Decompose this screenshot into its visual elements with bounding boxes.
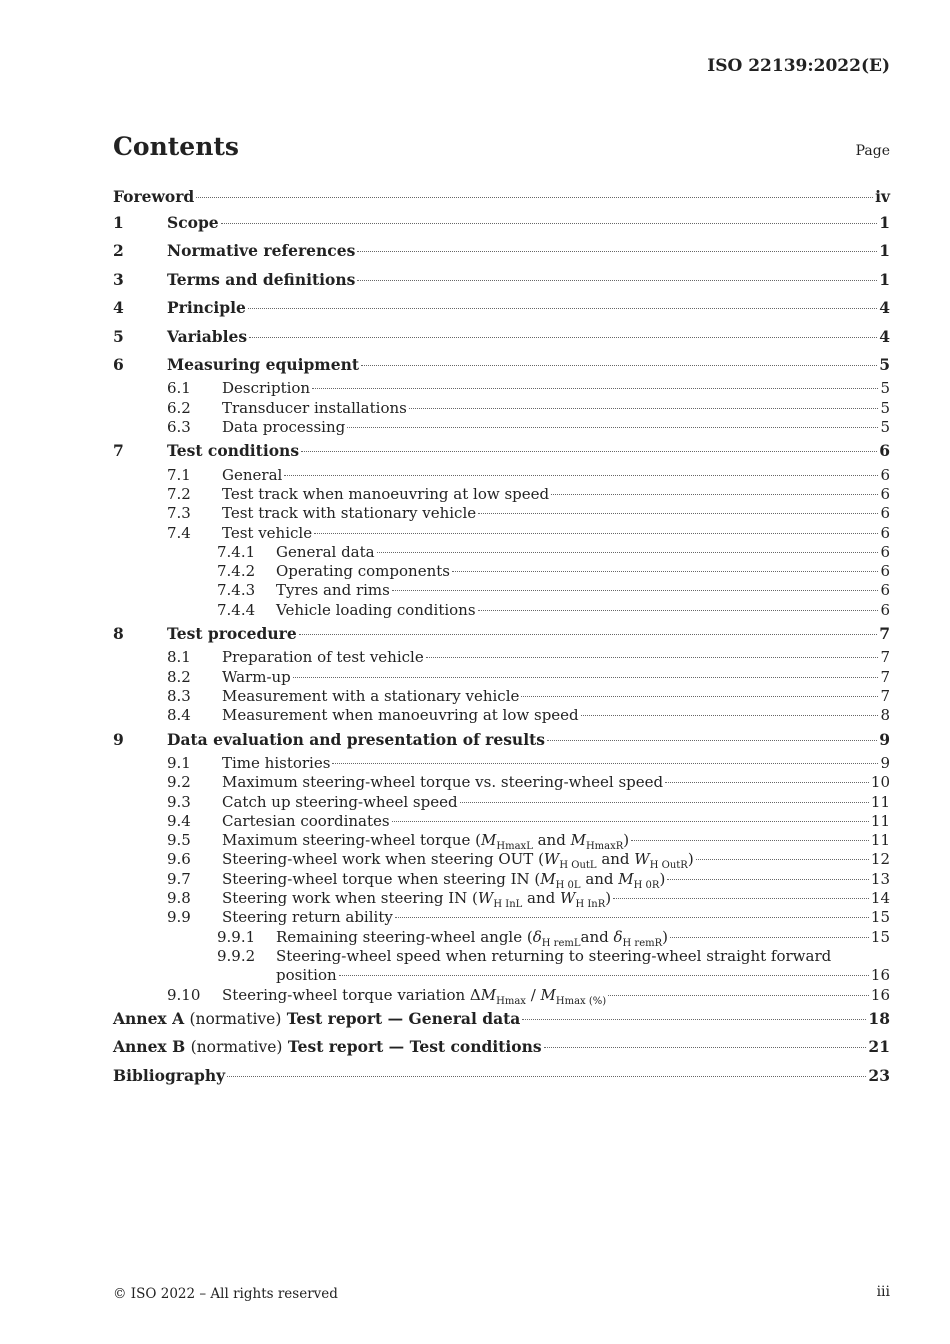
- toc-number: 2: [113, 241, 124, 261]
- toc-number: 7.2: [167, 484, 191, 503]
- toc-page: 11: [870, 811, 890, 830]
- toc-title: Measurement when manoeuvring at low speed: [222, 706, 579, 725]
- toc-title: Bibliography: [113, 1065, 226, 1085]
- toc-entry-1[interactable]: [113, 209, 890, 237]
- toc-title: Variables: [167, 326, 248, 346]
- toc-title: Annex B (normative) Test report — Test conditions: [113, 1037, 542, 1057]
- toc-entry-7-4-1[interactable]: [113, 543, 890, 562]
- toc-page: 4: [879, 326, 890, 346]
- toc-page: 7: [880, 648, 890, 667]
- dot-leader: [478, 609, 879, 611]
- dot-leader: [426, 656, 879, 658]
- toc-number: 8.4: [167, 706, 191, 725]
- toc-page: 4: [879, 298, 890, 318]
- dot-leader: [248, 307, 877, 309]
- toc-entry-9-1[interactable]: [113, 754, 890, 773]
- dot-leader: [357, 279, 877, 281]
- toc-number: 7.4.4: [217, 600, 256, 619]
- toc-page: 6: [880, 562, 890, 581]
- toc-page: 5: [879, 354, 890, 374]
- dot-leader: [332, 762, 878, 764]
- toc-page: 5: [880, 379, 890, 398]
- toc-number: 8.2: [167, 667, 191, 686]
- toc-title: Vehicle loading conditions: [276, 600, 476, 619]
- toc-entry-6-1[interactable]: [113, 379, 890, 398]
- toc-title: Catch up steering-wheel speed: [222, 792, 458, 811]
- dot-leader: [581, 714, 879, 716]
- toc-entry-9-5[interactable]: [113, 831, 890, 853]
- toc-entry-foreword[interactable]: [113, 185, 890, 209]
- toc-title: Test vehicle: [222, 523, 313, 542]
- dot-leader: [347, 426, 878, 428]
- toc-page: 7: [880, 686, 890, 705]
- toc-number: 9.9: [167, 908, 191, 927]
- dot-leader: [460, 801, 869, 803]
- dot-leader: [395, 916, 869, 918]
- toc-title: Steering-wheel work when steering OUT ($W_{H OutL}$ and $W_{H OutR}$): [222, 850, 694, 872]
- toc-number: 9.7: [167, 869, 191, 888]
- toc-page: 16: [870, 966, 890, 985]
- dot-leader: [301, 450, 877, 452]
- dot-leader: [631, 839, 869, 841]
- toc-entry-9[interactable]: [113, 726, 890, 754]
- toc-entry-8-3[interactable]: [113, 687, 890, 706]
- dot-leader: [521, 695, 878, 697]
- toc-entry-8-2[interactable]: [113, 668, 890, 687]
- toc-title: Maximum steering-wheel torque vs. steering-wheel speed: [222, 773, 664, 792]
- toc-title: Operating components: [276, 562, 450, 581]
- toc-page: 21: [868, 1037, 890, 1057]
- toc-title: Principle: [167, 298, 246, 318]
- toc-title: Scope: [167, 213, 219, 232]
- toc-title: Steering-wheel torque when steering IN ($M_{H 0L}$ and $M_{H 0R}$): [222, 869, 666, 891]
- toc-page: 11: [870, 792, 890, 811]
- toc-page: 15: [870, 908, 890, 927]
- toc-title: Data processing: [222, 417, 346, 436]
- toc-number: 9.9.2: [217, 946, 256, 965]
- toc-title: Measurement with a stationary vehicle: [222, 686, 520, 705]
- toc-page: 6: [879, 441, 890, 461]
- toc-title: Data evaluation and presentation of results: [167, 729, 545, 749]
- toc-number: 4: [113, 298, 124, 318]
- dot-leader: [377, 551, 879, 553]
- page-title: Contents: [113, 132, 240, 161]
- dot-leader: [608, 994, 869, 996]
- toc-entry-9-9[interactable]: [113, 908, 890, 927]
- dot-leader: [696, 858, 869, 860]
- toc-entry-9-9-2[interactable]: [113, 947, 890, 966]
- toc-title: Test track with stationary vehicle: [222, 504, 477, 523]
- toc-entry-7-4-4[interactable]: [113, 601, 890, 620]
- toc-number: 9.6: [167, 850, 191, 869]
- toc-page: 11: [870, 831, 890, 850]
- toc-number: 7.4.3: [217, 581, 256, 600]
- dot-leader: [670, 936, 869, 938]
- toc-title: Tyres and rims: [276, 581, 390, 600]
- toc-page: 8: [880, 706, 890, 725]
- toc-page: 6: [880, 542, 890, 561]
- toc-title: Time histories: [222, 753, 331, 772]
- dot-leader: [284, 474, 878, 476]
- toc-entry-5[interactable]: [113, 323, 890, 351]
- toc-title: Steering return ability: [222, 908, 393, 927]
- dot-leader: [314, 532, 878, 534]
- toc-page: 18: [868, 1008, 890, 1028]
- toc-title: Terms and definitions: [167, 269, 356, 289]
- dot-leader: [667, 878, 869, 880]
- dot-leader: [547, 739, 877, 741]
- dot-leader: [478, 512, 878, 514]
- toc-title: Test track when manoeuvring at low speed: [222, 484, 550, 503]
- toc-entry-annex-a[interactable]: [113, 1005, 890, 1033]
- toc-number: 8.1: [167, 648, 191, 667]
- toc-number: 8.3: [167, 686, 191, 705]
- toc-number: 7.3: [167, 504, 191, 523]
- dot-leader: [409, 407, 879, 409]
- toc-title: Test procedure: [167, 624, 297, 643]
- dot-leader: [522, 1018, 866, 1020]
- toc-page: iv: [875, 187, 890, 206]
- toc-entry-7-4[interactable]: [113, 524, 890, 543]
- toc-page: 1: [879, 213, 890, 232]
- toc-entry-9-9-1[interactable]: [113, 928, 890, 947]
- toc-entry-9-7[interactable]: [113, 870, 890, 889]
- toc-entry-7-4-2[interactable]: [113, 562, 890, 581]
- toc-page: 6: [880, 484, 890, 503]
- toc-entry-3[interactable]: [113, 266, 890, 294]
- toc-entry-6-2[interactable]: [113, 399, 890, 418]
- toc-page: 16: [870, 985, 890, 1004]
- toc-entry-9-6[interactable]: [113, 850, 890, 872]
- toc-title: Normative references: [167, 241, 356, 261]
- copyright-notice: © ISO 2022 – All rights reserved: [113, 1286, 338, 1302]
- toc-title: Steering work when steering IN ($W_{H InL}$ and $W_{H InR}$): [222, 889, 612, 911]
- toc-number: 6.1: [167, 379, 191, 398]
- toc-page: 7: [879, 624, 890, 643]
- dot-leader: [361, 364, 877, 366]
- toc-page: 6: [880, 504, 890, 523]
- toc-title: General: [222, 465, 283, 484]
- toc-number: 7.4: [167, 523, 191, 542]
- toc-entry-6-3[interactable]: [113, 418, 890, 437]
- toc-page: 6: [880, 465, 890, 484]
- dot-leader: [299, 633, 878, 635]
- toc-title: Steering-wheel torque variation $\Delta M_{Hmax} / M_{Hmax (\%)}$: [222, 985, 607, 1007]
- toc-number: 9.5: [167, 831, 191, 850]
- dot-leader: [392, 820, 869, 822]
- toc-title: General data: [276, 542, 375, 561]
- toc-entry-9-4[interactable]: [113, 812, 890, 831]
- toc-title-continued: position: [276, 966, 337, 985]
- toc-page: 23: [868, 1065, 890, 1085]
- toc-number: 7: [113, 441, 124, 461]
- toc-number: 9.3: [167, 792, 191, 811]
- toc-page: 1: [879, 241, 890, 261]
- toc-number: 8: [113, 624, 124, 643]
- dot-leader: [544, 1046, 867, 1048]
- toc-page: 6: [880, 523, 890, 542]
- toc-title: Preparation of test vehicle: [222, 648, 424, 667]
- toc-entry-7[interactable]: [113, 437, 890, 465]
- toc-entry-4[interactable]: [113, 294, 890, 322]
- dot-leader: [227, 1075, 866, 1077]
- toc-entry-7-1[interactable]: [113, 466, 890, 485]
- toc-number: 7.1: [167, 465, 191, 484]
- toc-number: 5: [113, 326, 124, 346]
- toc-number: 6.2: [167, 398, 191, 417]
- dot-leader: [293, 676, 879, 678]
- toc-page: 7: [880, 667, 890, 686]
- toc-number: 9.9.1: [217, 927, 256, 946]
- page-number: iii: [876, 1284, 890, 1300]
- toc-number: 7.4.1: [217, 542, 256, 561]
- toc-entry-9-9-2-continuation[interactable]: [113, 966, 890, 985]
- toc-page: 6: [880, 600, 890, 619]
- toc-title: Description: [222, 379, 311, 398]
- toc-entry-9-2[interactable]: [113, 773, 890, 792]
- toc-number: 9.2: [167, 773, 191, 792]
- toc-page: 15: [870, 927, 890, 946]
- dot-leader: [249, 336, 877, 338]
- toc-entry-9-8[interactable]: [113, 889, 890, 911]
- toc-number: 6: [113, 354, 124, 374]
- dot-leader: [551, 493, 878, 495]
- toc-page: 14: [870, 889, 890, 908]
- toc-entry-2[interactable]: [113, 237, 890, 265]
- toc-number: 9: [113, 729, 124, 749]
- toc-number: 3: [113, 269, 124, 289]
- dot-leader: [357, 250, 877, 252]
- toc-page: 6: [880, 581, 890, 600]
- toc-entry-8-4[interactable]: [113, 706, 890, 725]
- toc-number: 6.3: [167, 417, 191, 436]
- document-id: ISO 22139:2022(E): [707, 56, 890, 76]
- toc-page: 5: [880, 417, 890, 436]
- dot-leader: [613, 897, 869, 899]
- toc-number: 7.4.2: [217, 562, 256, 581]
- toc-page: 10: [870, 773, 890, 792]
- toc-title: Annex A (normative) Test report — General data: [113, 1008, 521, 1028]
- dot-leader: [196, 196, 873, 198]
- toc-entry-9-3[interactable]: [113, 793, 890, 812]
- toc-title: Cartesian coordinates: [222, 811, 390, 830]
- toc-entry-8-1[interactable]: [113, 648, 890, 667]
- dot-leader: [312, 387, 878, 389]
- toc-entry-7-2[interactable]: [113, 485, 890, 504]
- toc-entry-9-10[interactable]: [113, 986, 890, 1005]
- toc-page: 9: [879, 729, 890, 749]
- toc-title: Transducer installations: [222, 398, 407, 417]
- toc-number: 1: [113, 213, 124, 232]
- dot-leader: [392, 589, 879, 591]
- toc-title: Remaining steering-wheel angle ($\delta_{H remL}and$ $\delta_{H remR}$): [276, 927, 668, 949]
- toc-number: 9.1: [167, 753, 191, 772]
- toc-page: 5: [880, 398, 890, 417]
- toc-page: 1: [879, 269, 890, 289]
- dot-leader: [452, 570, 878, 572]
- page-column-label: Page: [855, 143, 890, 159]
- toc-entry-7-4-3[interactable]: [113, 581, 890, 600]
- toc-page: 13: [870, 869, 890, 888]
- toc-page: 12: [870, 850, 890, 869]
- dot-leader: [665, 781, 869, 783]
- toc-title: Measuring equipment: [167, 354, 360, 374]
- toc-title: Foreword: [113, 187, 195, 206]
- dot-leader: [339, 974, 869, 976]
- dot-leader: [221, 222, 878, 224]
- toc-entry-6[interactable]: [113, 351, 890, 379]
- toc-entry-8[interactable]: [113, 620, 890, 648]
- toc-entry-7-3[interactable]: [113, 504, 890, 523]
- toc-title: Steering-wheel speed when returning to steering-wheel straight forward: [276, 946, 832, 965]
- toc-number: 9.8: [167, 889, 191, 908]
- toc-title: Warm-up: [222, 667, 291, 686]
- toc-entry-annex-b[interactable]: [113, 1033, 890, 1061]
- toc-number: 9.4: [167, 811, 191, 830]
- toc-title: Test conditions: [167, 441, 300, 461]
- toc-number: 9.10: [167, 985, 201, 1004]
- toc-title: Maximum steering-wheel torque ($M_{HmaxL}$ and $M_{HmaxR}$): [222, 831, 630, 853]
- table-of-contents: [113, 185, 890, 1090]
- toc-entry-bibliography[interactable]: [113, 1062, 890, 1090]
- toc-page: 9: [880, 753, 890, 772]
